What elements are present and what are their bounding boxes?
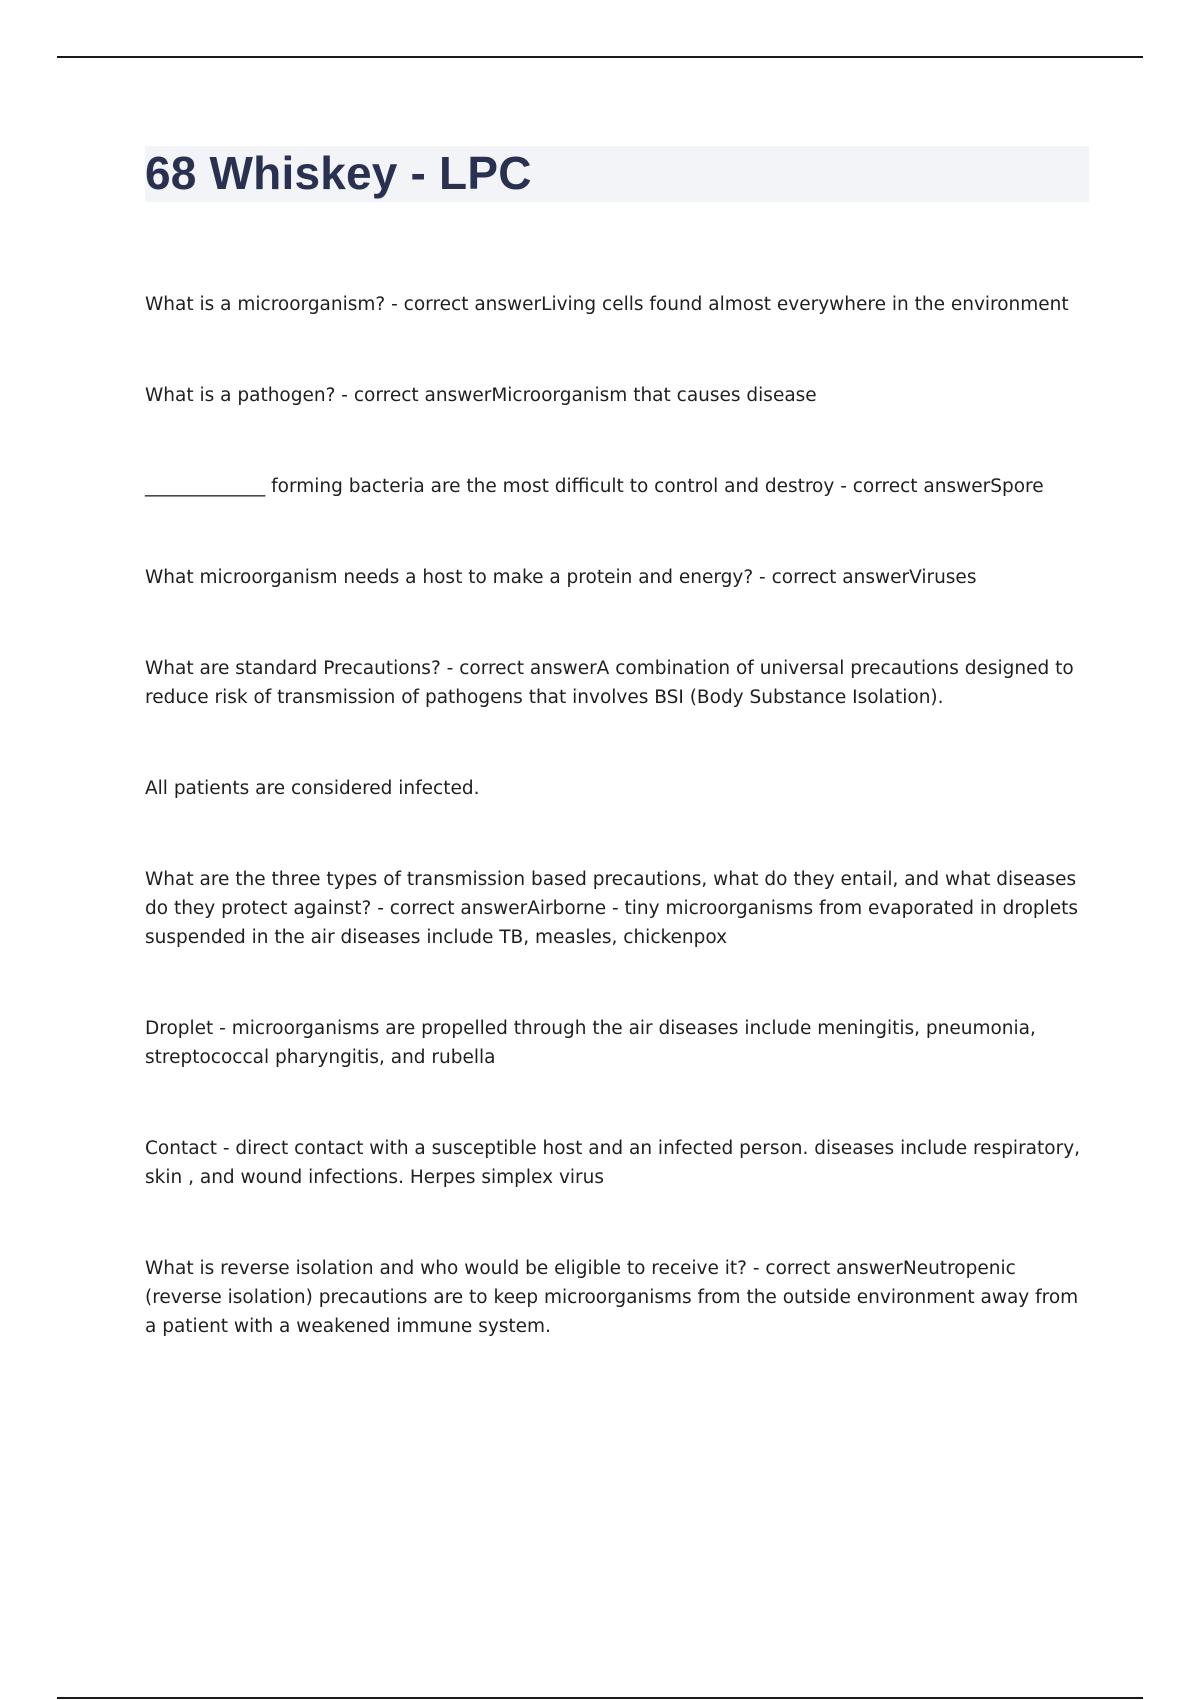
qa-paragraph: Contact - direct contact with a susceptible host and an infected person. diseases include respiratory, skin , and wound infections. Herpes simplex virus [145, 1138, 1081, 1188]
page-title: 68 Whiskey - LPC [145, 147, 532, 199]
qa-paragraph: What microorganism needs a host to make a protein and energy? - correct answerViruses [145, 567, 977, 588]
top-divider [57, 56, 1143, 58]
qa-paragraph: What is reverse isolation and who would be eligible to receive it? - correct answerNeutropenic (reverse isolation) precautions are to keep microorganisms from the outside environment away from a patient with a weakened immune system. [145, 1258, 1079, 1337]
qa-paragraph: What are the three types of transmission based precautions, what do they entail, and what diseases do they protect against? - correct answerAirborne - tiny microorganisms from evaporated in droplets suspended in the air diseases include TB, measles, chickenpox [145, 869, 1079, 948]
qa-paragraph: What is a pathogen? - correct answerMicroorganism that causes disease [145, 385, 817, 406]
qa-paragraph: _____________ forming bacteria are the most difficult to control and destroy - correct answerSpore [145, 476, 1044, 497]
qa-paragraph: What is a microorganism? - correct answerLiving cells found almost everywhere in the environment [145, 294, 1069, 315]
bottom-divider [57, 1697, 1143, 1699]
qa-paragraph: Droplet - microorganisms are propelled through the air diseases include meningitis, pneumonia, streptococcal pharyngitis, and rubella [145, 1018, 1036, 1068]
document-body [145, 290, 1095, 1403]
qa-paragraph: All patients are considered infected. [145, 778, 480, 799]
qa-paragraph: What are standard Precautions? - correct answerA combination of universal precautions designed to reduce risk of transmission of pathogens that involves BSI (Body Substance Isolation). [145, 658, 1074, 708]
